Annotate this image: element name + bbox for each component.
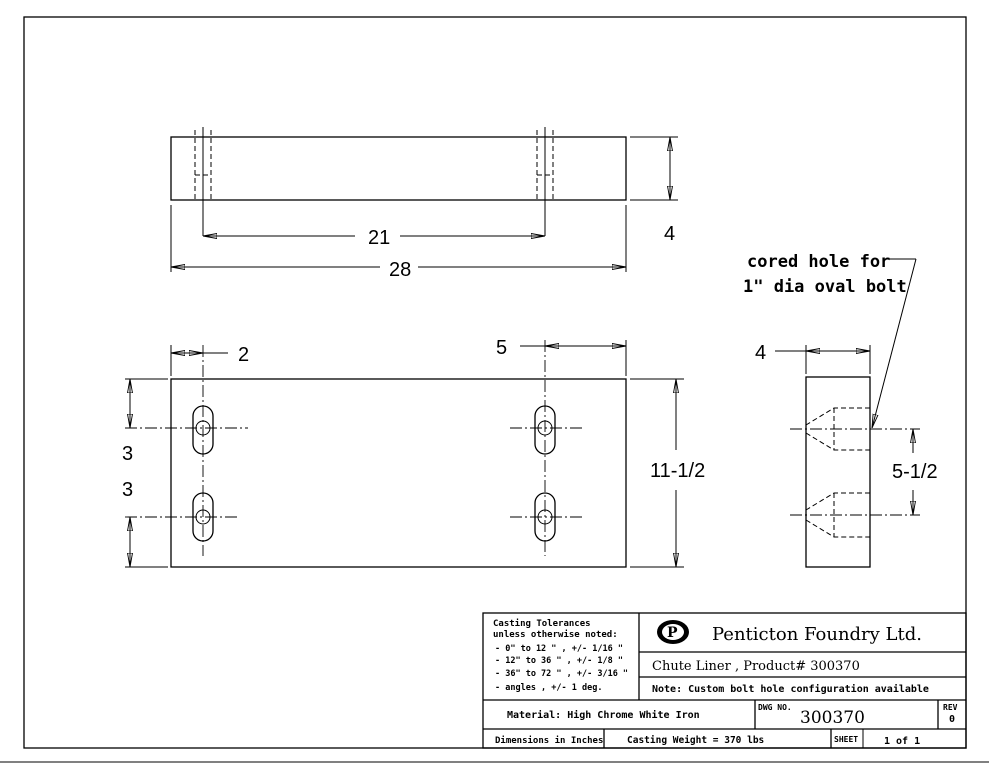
- dim-11-1-2: 11-1/2: [650, 460, 706, 482]
- dim-3-lower: 3: [122, 479, 134, 501]
- company-logo: [657, 620, 689, 644]
- dim-top-height: 4: [664, 223, 676, 245]
- dim-3-upper: 3: [122, 443, 134, 465]
- front-view: [125, 340, 684, 567]
- dim-28: 28: [389, 259, 412, 281]
- sheet-label: SHEET: [834, 735, 859, 744]
- tolerance-row: - 0" to 12 " , +/- 1/16 ": [495, 644, 623, 654]
- side-view: [775, 259, 920, 567]
- svg-text:P: P: [667, 625, 678, 641]
- dim-side-width: 4: [755, 342, 767, 364]
- dim-2: 2: [238, 344, 250, 366]
- drawing-note: Note: Custom bolt hole configuration available: [652, 684, 929, 695]
- casting-weight: Casting Weight = 370 lbs: [627, 735, 765, 746]
- sheet-number: 1 of 1: [884, 736, 921, 747]
- callout-line-2: 1" dia oval bolt: [743, 277, 907, 297]
- tolerance-row: - 36" to 72 " , +/- 3/16 ": [495, 669, 629, 679]
- rev-label: REV: [943, 703, 958, 712]
- part-description: Chute Liner , Product# 300370: [652, 659, 860, 674]
- dwg-number: 300370: [800, 708, 865, 728]
- rev-value: 0: [949, 714, 956, 725]
- tolerance-row: - 12" to 36 " , +/- 1/8 ": [495, 656, 623, 666]
- callout-line-1: cored hole for: [747, 252, 891, 272]
- dim-21: 21: [368, 227, 391, 249]
- dim-5-1-2: 5-1/2: [892, 461, 938, 483]
- units-note: Dimensions in Inches: [495, 736, 604, 746]
- tolerance-heading-1: Casting Tolerances: [493, 619, 591, 629]
- company-name: Penticton Foundry Ltd.: [712, 624, 922, 645]
- material: Material: High Chrome White Iron: [507, 710, 700, 721]
- tolerance-row: - angles , +/- 1 deg.: [495, 683, 603, 693]
- top-view: [171, 127, 678, 272]
- tolerance-heading-2: unless otherwise noted:: [493, 630, 618, 640]
- dwg-label: DWG NO.: [758, 703, 792, 712]
- dim-5: 5: [496, 337, 508, 359]
